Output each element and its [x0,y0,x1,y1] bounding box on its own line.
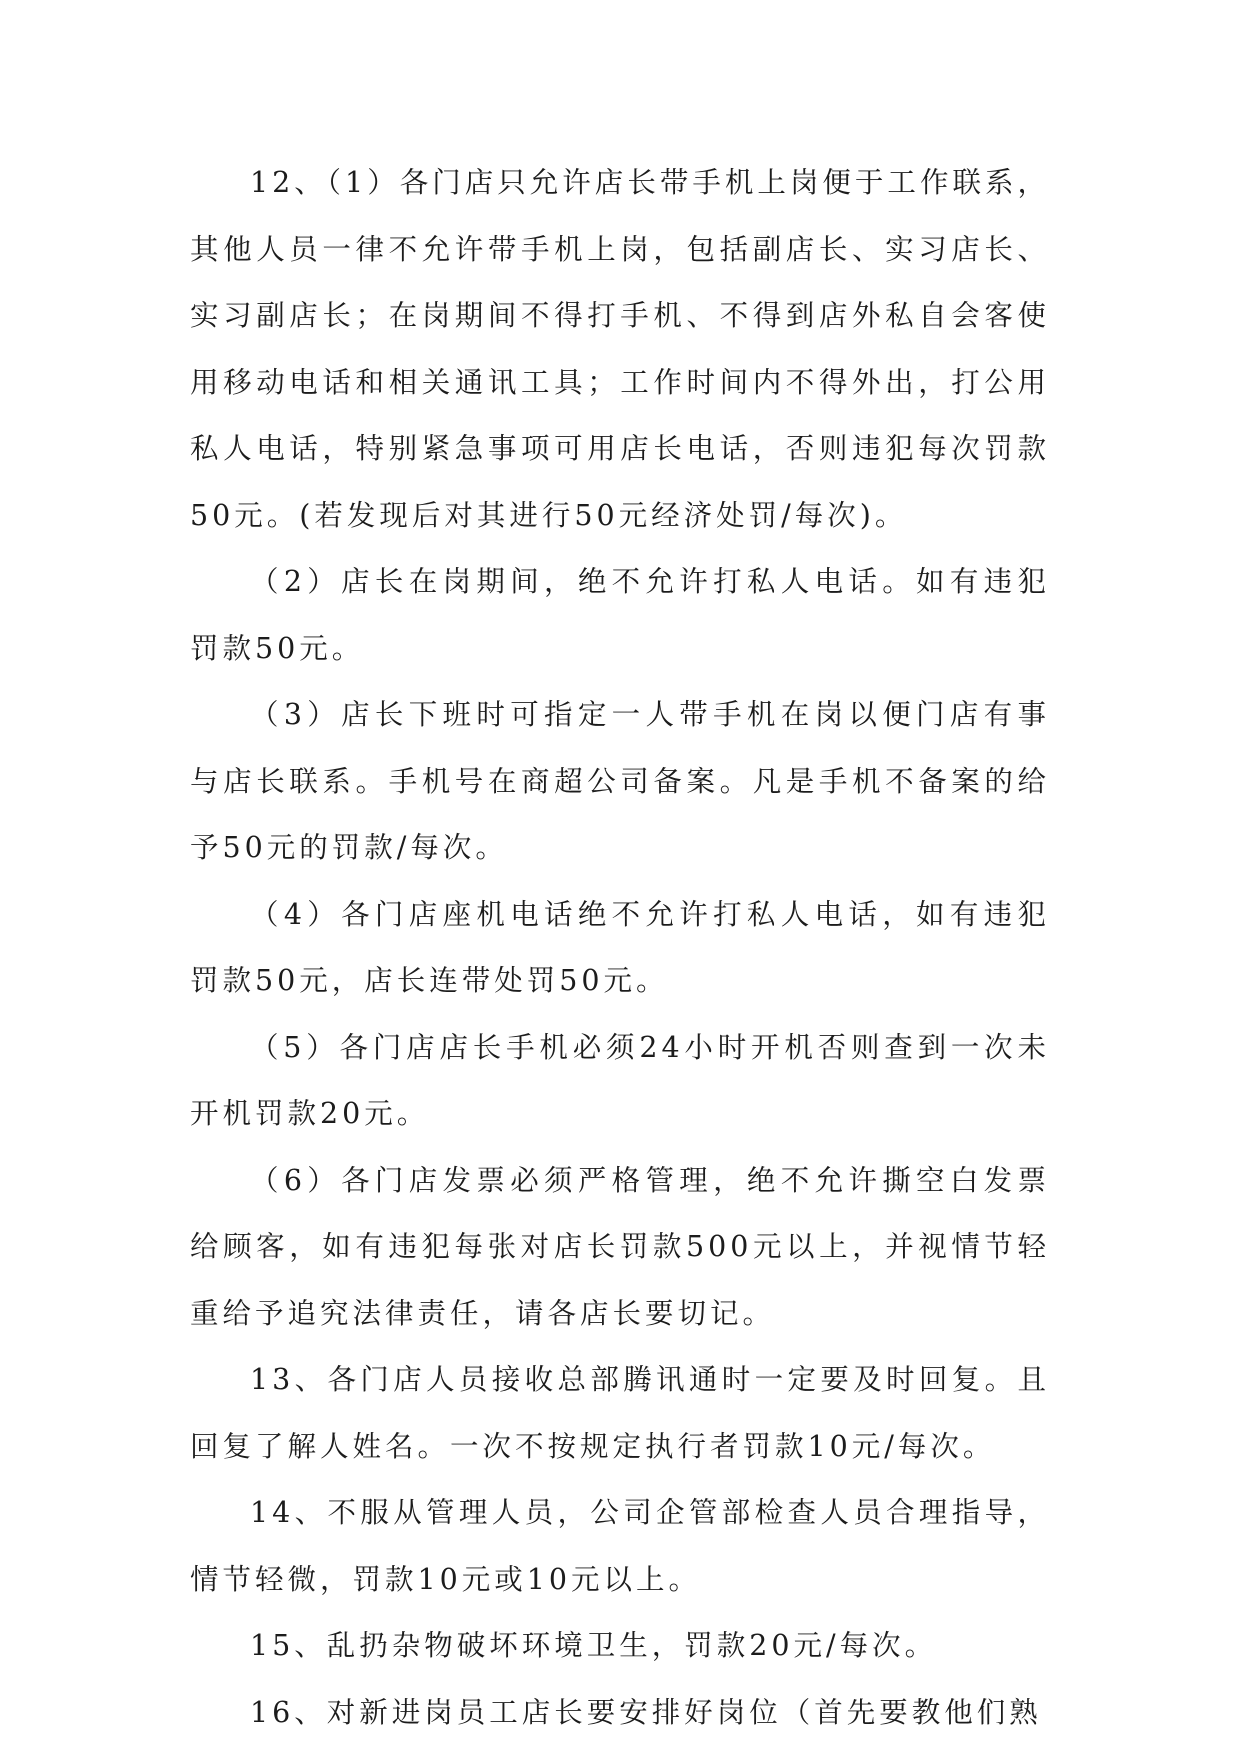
paragraph-item-12-5: （5）各门店店长手机必须24小时开机否则查到一次未开机罚款20元。 [190,1030,1050,1130]
paragraph-item-12-3: （3）店长下班时可指定一人带手机在岗以便门店有事与店长联系。手机号在商超公司备案。凡是手机不备案的给予50元的罚款/每次。 [190,698,1050,864]
paragraph-item-12-4: （4）各门店座机电话绝不允许打私人电话，如有违犯罚款50元，店长连带处罚50元。 [190,897,1050,997]
paragraph-item-12-6: （6）各门店发票必须严格管理，绝不允许撕空白发票给顾客，如有违犯每张对店长罚款500元以上，并视情节轻重给予追究法律责任，请各店长要切记。 [190,1163,1050,1330]
paragraph-item-13: 13、各门店人员接收总部腾讯通时一定要及时回复。且回复了解人姓名。一次不按规定执行者罚款10元/每次。 [190,1363,1050,1463]
paragraph-item-16: 16、对新进岗员工店长要安排好岗位（首先要教他们熟 [250,1695,1042,1729]
document-body [190,150,1050,1746]
paragraph-item-14: 14、不服从管理人员，公司企管部检查人员合理指导，情节轻微，罚款10元或10元以上。 [190,1496,1050,1596]
paragraph-item-12-1: 12、（1）各门店只允许店长带手机上岗便于工作联系，其他人员一律不允许带手机上岗，包括副店长、实习店长、实习副店长；在岗期间不得打手机、不得到店外私自会客使用移动电话和相关通讯工具；工作时间内不得外出，打公用私人电话，特别紧急事项可用店长电话，否则违犯每次罚款50元。(若发现后对其进行50元经济处罚/每次)。 [190,166,1050,532]
paragraph-item-15: 15、乱扔杂物破坏环境卫生，罚款20元/每次。 [250,1629,938,1662]
paragraph-item-12-2: （2）店长在岗期间，绝不允许打私人电话。如有违犯罚款50元。 [190,565,1050,665]
